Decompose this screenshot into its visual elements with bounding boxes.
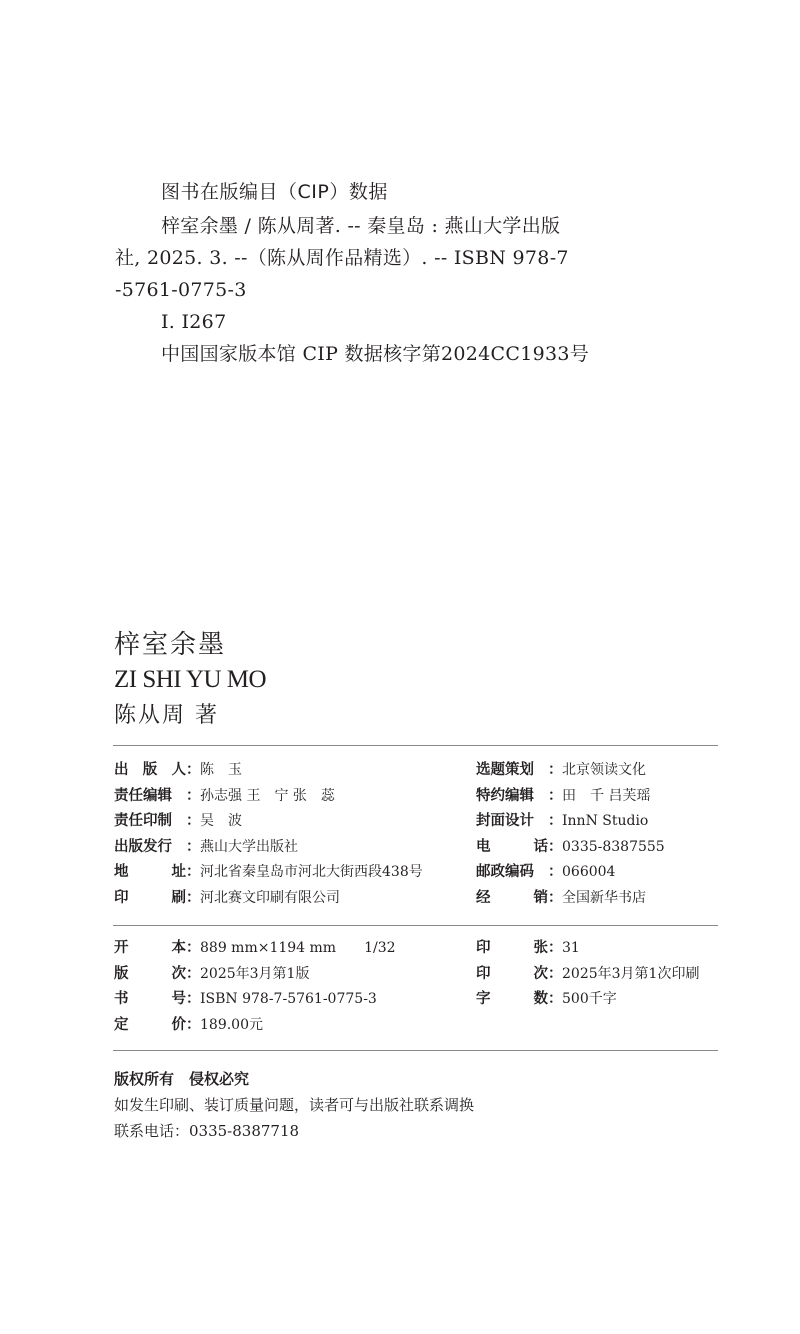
label-sheets: 印 张 [476,940,548,956]
divider [113,925,718,926]
contact-phone: 联系电话：0335-8387718 [114,1122,300,1140]
book-title-block [114,628,266,734]
label-special-editor: 特约编辑 [476,787,534,804]
value-printer: 河北赛文印刷有限公司 [200,889,340,906]
value-postcode: 066004 [562,864,616,881]
credits-row: 出版发行 ： 燕山大学出版社 电 话 ： 0335-8387555 [114,835,724,861]
credits-row: 出 版 人 ： 陈 玉 选题策划 ： 北京领读文化 [114,758,724,784]
cip-approval-number: 中国国家版本馆 CIP 数据核字第2024CC1933号 [161,343,590,365]
label-distribution: 出版发行 [114,838,172,855]
value-phone: 0335-8387555 [562,838,665,855]
value-price: 189.00元 [200,1016,263,1033]
value-format: 889 mm×1194 mm 1/32 [200,940,396,956]
credits-row: 责任编辑 ： 孙志强 王 宁 张 蕊 特约编辑 ： 田 千 吕芙瑶 [114,784,724,810]
specs-row: 定 价 ： 189.00元 [114,1013,724,1039]
specs-table [114,936,724,1038]
cip-line: 梓室余墨 / 陈从周著. -- 秦皇岛 : 燕山大学出版 [161,215,561,237]
label-cover-design: 封面设计 [476,813,534,830]
specs-row: 版 次 ： 2025年3月第1版 印 次 ： 2025年3月第1次印刷 [114,962,724,988]
value-planning: 北京领读文化 [562,762,646,778]
value-cover-design: InnN Studio [562,813,649,830]
value-address: 河北省秦皇岛市河北大街西段438号 [200,864,423,881]
book-title-chinese: 梓室余墨 [114,630,227,660]
value-printing: 2025年3月第1次印刷 [562,965,700,982]
value-editor: 孙志强 王 宁 张 蕊 [200,787,335,804]
copyright-notice: 版权所有 侵权必究 [114,1070,250,1088]
cip-line: 社, 2025. 3. --（陈从周作品精选）. -- ISBN 978-7 [115,247,569,269]
value-distribution: 燕山大学出版社 [200,838,298,855]
value-print-supervisor: 吴 波 [200,813,242,830]
label-word-count: 字 数 [476,991,548,1008]
label-isbn: 书 号 [114,991,186,1008]
cip-classification: Ⅰ. I267 [161,311,227,333]
divider [113,745,718,746]
cip-line: -5761-0775-3 [115,279,247,301]
label-phone: 电 话 [476,838,548,855]
label-editor: 责任编辑 [114,787,172,804]
value-word-count: 500千字 [562,991,617,1008]
label-address: 地 址 [114,864,186,881]
label-distributor: 经 销 [476,889,548,906]
label-publisher: 出 版 人 [114,762,186,778]
label-price: 定 价 [114,1016,186,1033]
divider [113,1050,718,1051]
specs-row: 书 号 ： ISBN 978-7-5761-0775-3 字 数 ： 500千字 [114,987,724,1013]
book-title-pinyin: ZI SHI YU MO [114,666,267,693]
copyright-footer [114,1066,474,1144]
label-postcode: 邮政编码 [476,864,534,881]
value-special-editor: 田 千 吕芙瑶 [562,787,651,804]
specs-row: 开 本 ： 889 mm×1194 mm 1/32 印 张 ： 31 [114,936,724,962]
label-edition: 版 次 [114,965,186,982]
cip-heading: 图书在版编目（CIP）数据 [161,181,388,203]
label-printer: 印 刷 [114,889,186,906]
credits-table [114,758,724,912]
credits-row: 印 刷 ： 河北赛文印刷有限公司 经 销 ： 全国新华书店 [114,886,724,912]
credits-row: 责任印制 ： 吴 波 封面设计 ： InnN Studio [114,809,724,835]
value-edition: 2025年3月第1版 [200,965,310,982]
credits-row: 地 址 ： 河北省秦皇岛市河北大街西段438号 邮政编码 ： 066004 [114,860,724,886]
value-sheets: 31 [562,940,580,956]
value-publisher: 陈 玉 [200,762,242,778]
cip-data-block [115,178,675,370]
quality-notice: 如发生印刷、装订质量问题，读者可与出版社联系调换 [114,1096,475,1114]
value-isbn: ISBN 978-7-5761-0775-3 [200,991,377,1008]
label-printing: 印 次 [476,965,548,982]
label-planning: 选题策划 [476,762,534,778]
value-distributor: 全国新华书店 [562,889,646,906]
book-author: 陈从周 著 [114,703,219,728]
label-print-supervisor: 责任印制 [114,813,172,830]
label-format: 开 本 [114,940,186,956]
